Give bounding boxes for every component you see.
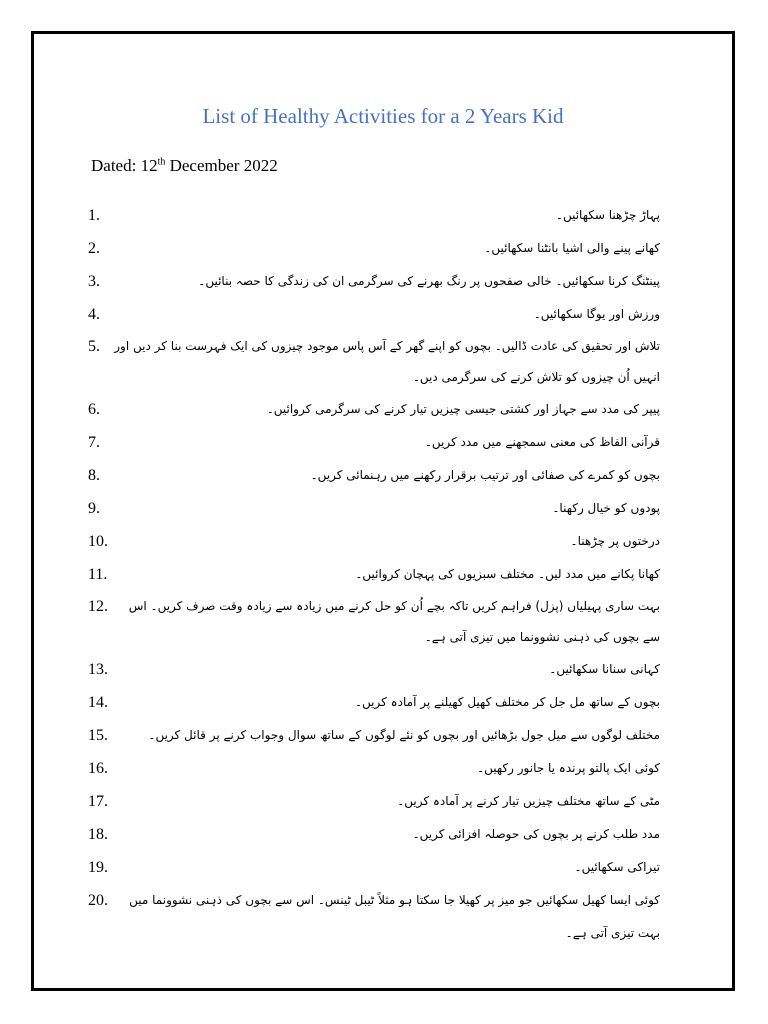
list-item — [84, 851, 660, 884]
activity-list — [84, 199, 660, 950]
document-page — [31, 31, 735, 991]
list-item-number: 14. — [88, 694, 108, 711]
list-item-text: مدد طلب کرنے پر بچوں کی حوصلہ افزائی کریں۔ — [412, 827, 660, 841]
list-item — [84, 426, 660, 459]
list-item-number: 18. — [88, 826, 108, 843]
list-item-text: کوئی ایک پالتو پرندہ یا جانور رکھیں۔ — [477, 761, 660, 775]
list-item-text: پہاڑ چڑھنا سکھائیں۔ — [555, 208, 660, 222]
date-rest: December 2022 — [165, 156, 278, 175]
list-item-text: تلاش اور تحقیق کی عادت ڈالیں۔ بچوں کو اپنے گھر کے آس پاس موجود چیزوں کی ایک فہرست بنا کر دیں اور انہیں اُن چیزوں کو تلاش کرنے کی سرگرمی دیں۔ — [114, 339, 660, 384]
list-item-number: 15. — [88, 727, 108, 744]
list-item-text: کھانا پکانے میں مدد لیں۔ مختلف سبزیوں کی پہچان کروائیں۔ — [355, 567, 660, 581]
list-item-text: پیپر کی مدد سے جہاز اور کشتی جیسی چیزیں تیار کرنے کی سرگرمی کروائیں۔ — [266, 402, 660, 416]
list-item — [84, 492, 660, 525]
list-item-number: 3. — [88, 273, 100, 290]
list-item-text: کھانے پینے والی اشیا بانٹنا سکھائیں۔ — [484, 241, 660, 255]
list-item-number: 1. — [88, 207, 100, 224]
list-item — [84, 653, 660, 686]
list-item — [84, 331, 660, 393]
list-item-number: 6. — [88, 401, 100, 418]
list-item-number: 19. — [88, 859, 108, 876]
list-item — [84, 298, 660, 331]
list-item-text: بچوں کو کمرے کی صفائی اور ترتیب برقرار رکھنے میں رہنمائی کریں۔ — [310, 468, 660, 482]
list-item — [84, 686, 660, 719]
document-title: List of Healthy Activities for a 2 Years Kid — [202, 104, 564, 128]
list-item — [84, 719, 660, 752]
list-item-number: 2. — [88, 240, 100, 257]
list-item — [84, 525, 660, 558]
list-item — [84, 459, 660, 492]
date-ordinal-suffix: th — [157, 156, 166, 168]
list-item-text: بہت ساری پہیلیاں (پزل) فراہم کریں تاکہ بچے اُن کو حل کرنے میں زیادہ سے زیادہ وقت صرف کریں۔ اس سے بچوں کی ذہنی نشوونما میں تیزی آتی ہے۔ — [128, 599, 660, 644]
list-item-number: 17. — [88, 793, 108, 810]
list-item-text: قرآنی الفاظ کی معنی سمجھنے میں مدد کریں۔ — [424, 435, 660, 449]
list-item — [84, 884, 660, 950]
list-item-text: مختلف لوگوں سے میل جول بڑھائیں اور بچوں کو نئے لوگوں کے ساتھ سوال وجواب کرنے پر قائل کریں۔ — [148, 728, 660, 742]
list-item — [84, 785, 660, 818]
list-item-text: درختوں پر چڑھنا۔ — [570, 534, 660, 548]
list-item-text: کہانی سنانا سکھائیں۔ — [549, 662, 660, 676]
list-item — [84, 393, 660, 426]
list-item — [84, 265, 660, 298]
list-item-number: 8. — [88, 467, 100, 484]
list-item-number: 13. — [88, 661, 108, 678]
list-item-number: 16. — [88, 760, 108, 777]
list-item-text: مٹی کے ساتھ مختلف چیزیں تیار کرنے پر آمادہ کریں۔ — [397, 794, 660, 808]
list-item — [84, 818, 660, 851]
list-item-number: 20. — [88, 892, 108, 909]
list-item-number: 9. — [88, 500, 100, 517]
list-item-text: بچوں کے ساتھ مل جل کر مختلف کھیل کھیلنے پر آمادہ کریں۔ — [354, 695, 660, 709]
list-item — [84, 199, 660, 232]
list-item — [84, 591, 660, 653]
list-item-number: 10. — [88, 533, 108, 550]
list-item-text: پودوں کو خیال رکھنا۔ — [552, 501, 660, 515]
list-item-number: 7. — [88, 434, 100, 451]
list-item-text: تیراکی سکھائیں۔ — [574, 860, 660, 874]
list-item-number: 12. — [88, 598, 108, 615]
list-item-number: 5. — [88, 338, 100, 355]
list-item — [84, 752, 660, 785]
date-line — [91, 156, 278, 176]
list-item-number: 4. — [88, 306, 100, 323]
date-label: Dated: 12 — [91, 156, 158, 175]
list-item-number: 11. — [88, 566, 108, 583]
list-item-text: کوئی ایسا کھیل سکھائیں جو میز پر کھیلا جا سکتا ہو مثلاً ٹیبل ٹینس۔ اس سے بچوں کی ذہنی نشوونما میں بہت تیزی آتی ہے۔ — [129, 893, 660, 940]
list-item-text: ورزش اور یوگا سکھائیں۔ — [533, 307, 660, 321]
list-item-text: پینٹنگ کرنا سکھائیں۔ خالی صفحوں پر رنگ بھرنے کی سرگرمی ان کی زندگی کا حصہ بنائیں۔ — [198, 274, 660, 288]
list-item — [84, 558, 660, 591]
list-item — [84, 232, 660, 265]
